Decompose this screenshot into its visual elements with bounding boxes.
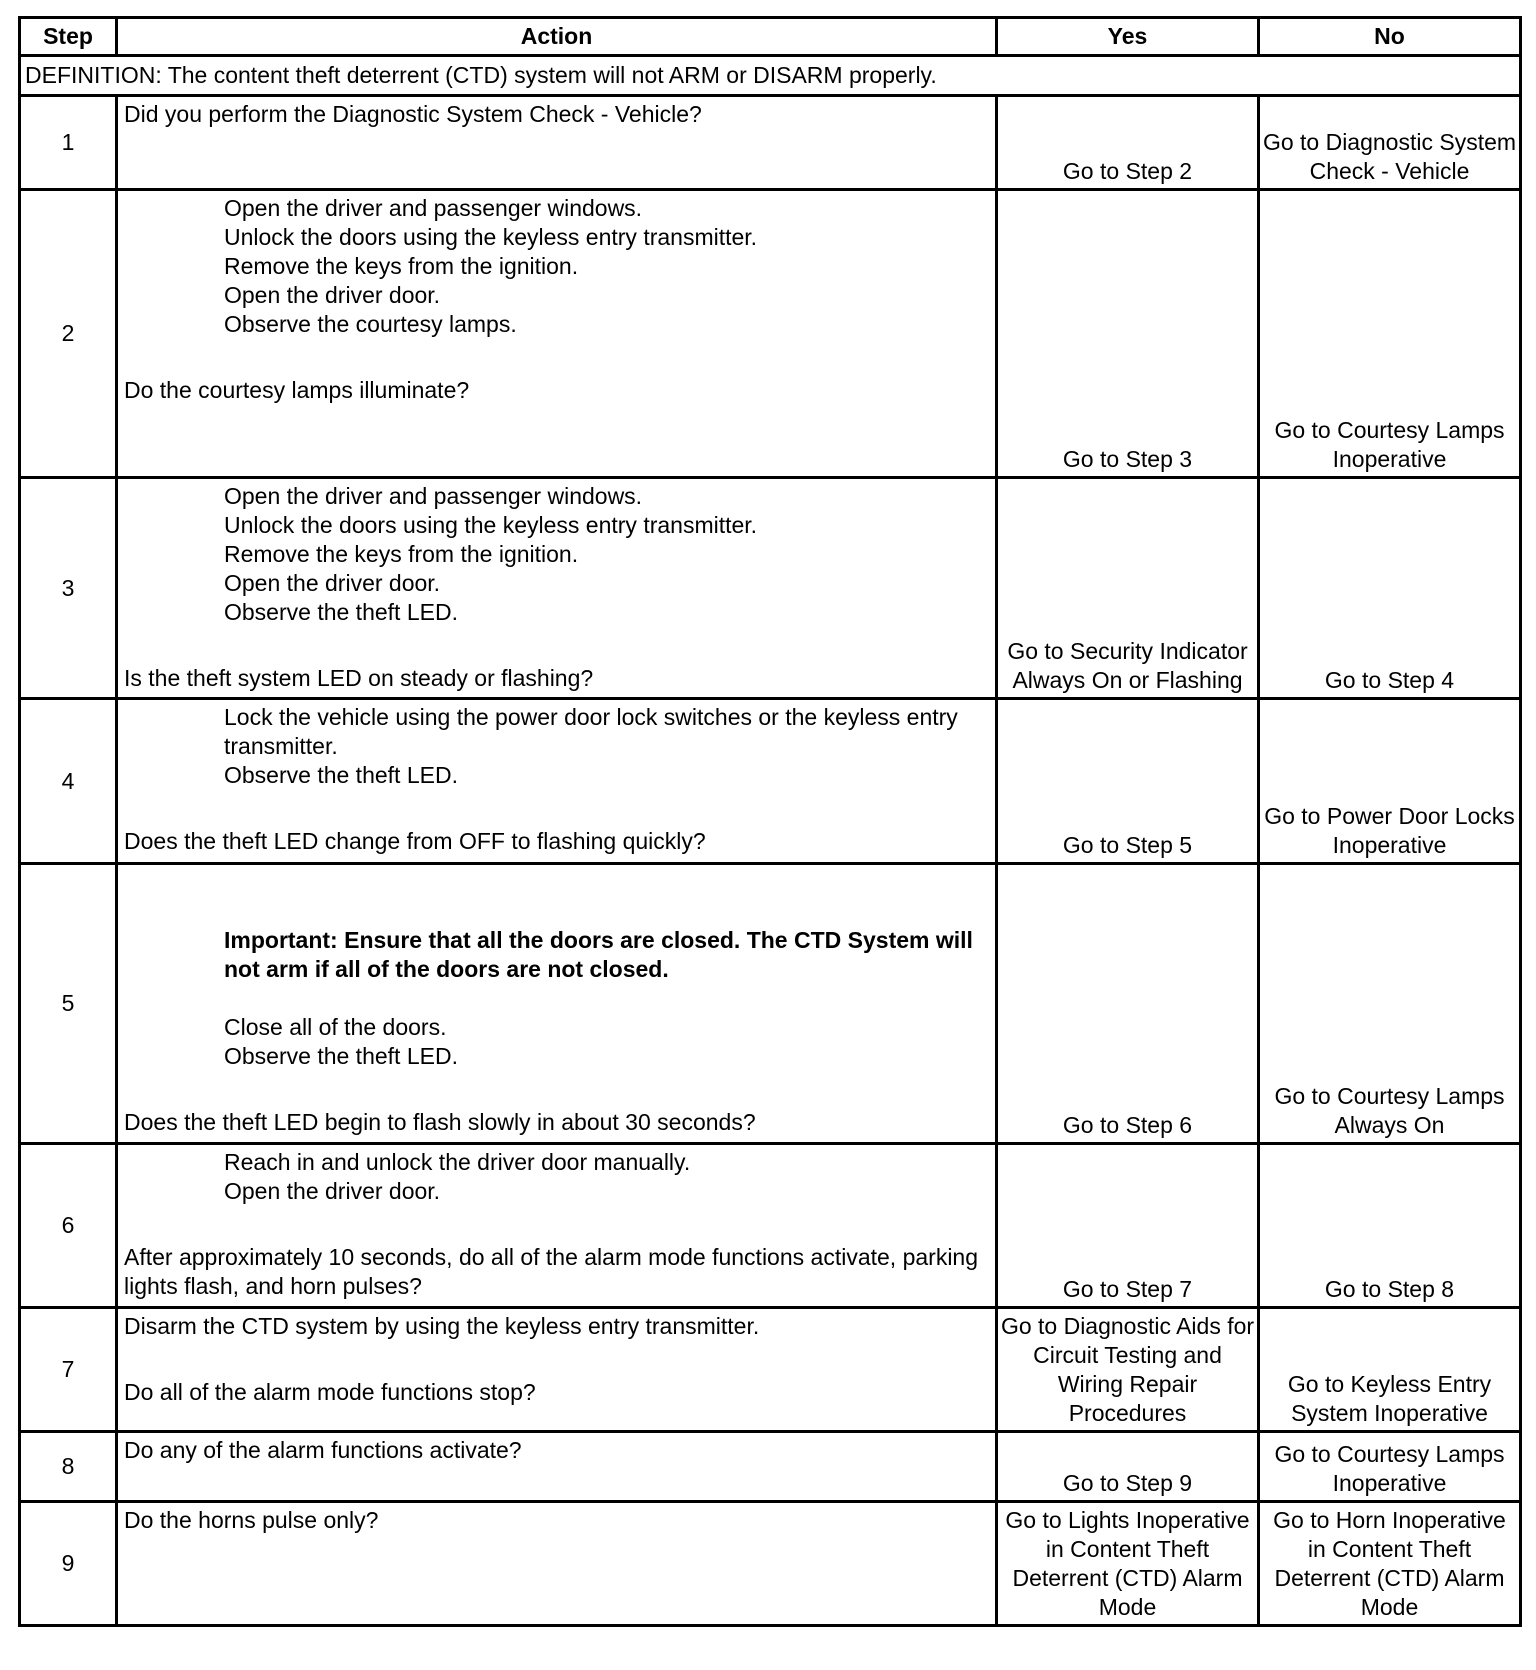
header-yes: Yes [997,18,1259,56]
no-result: Go to Step 4 [1259,478,1521,699]
definition-row [20,56,1521,96]
step-number: 3 [20,478,117,699]
table-row [20,864,1521,1144]
substep: Observe the theft LED. [224,762,458,788]
yes-result: Go to Step 9 [997,1432,1259,1502]
step-number: 8 [20,1432,117,1502]
action-cell [117,864,997,1144]
substep: Remove the keys from the ignition. [224,541,579,567]
question-text: Does the theft LED change from OFF to flashing quickly? [124,828,706,854]
question-text: Do all of the alarm mode functions stop? [124,1379,536,1405]
step-number: 2 [20,190,117,478]
no-result: Go to Courtesy Lamps Inoperative [1259,1432,1521,1502]
substep-list [124,482,989,627]
substep: Open the driver and passenger windows. [224,195,643,221]
yes-result: Go to Step 5 [997,699,1259,864]
table-row [20,96,1521,190]
substep: Open the driver and passenger windows. [224,483,643,509]
question-text: Did you perform the Diagnostic System Check - Vehicle? [124,101,702,127]
substep: Open the driver door. [224,570,441,596]
step-number: 7 [20,1308,117,1432]
yes-result: Go to Security Indicator Always On or Flashing [997,478,1259,699]
important-note: Important: Ensure that all the doors are closed. The CTD System will not arm if all of the doors are not closed. [224,927,973,982]
substep-list [124,1148,989,1206]
step-number: 6 [20,1144,117,1308]
substep: Observe the courtesy lamps. [224,311,517,337]
table-row [20,699,1521,864]
no-result: Go to Courtesy Lamps Always On [1259,864,1521,1144]
table-row [20,1308,1521,1432]
no-result: Go to Horn Inoperative in Content Theft Deterrent (CTD) Alarm Mode [1259,1502,1521,1626]
question-text: Is the theft system LED on steady or flashing? [124,665,594,691]
step-number: 4 [20,699,117,864]
substep-list [124,703,989,790]
table-row [20,190,1521,478]
substep: Open the driver door. [224,282,441,308]
table-row [20,1432,1521,1502]
no-result: Go to Power Door Locks Inoperative [1259,699,1521,864]
substep: Observe the theft LED. [224,599,458,625]
action-cell [117,1144,997,1308]
action-cell [117,478,997,699]
substep: Observe the theft LED. [224,1043,458,1069]
question-text: Do any of the alarm functions activate? [124,1437,522,1463]
action-cell [117,699,997,864]
yes-result: Go to Step 6 [997,864,1259,1144]
table-row [20,478,1521,699]
action-cell [117,96,997,190]
question-text: After approximately 10 seconds, do all of the alarm mode functions activate, parking lights flash, and horn pulses? [124,1244,979,1299]
step-number: 9 [20,1502,117,1626]
yes-result: Go to Step 7 [997,1144,1259,1308]
no-result: Go to Step 8 [1259,1144,1521,1308]
yes-result: Go to Lights Inoperative in Content Theft Deterrent (CTD) Alarm Mode [997,1502,1259,1626]
question-text: Do the courtesy lamps illuminate? [124,377,470,403]
no-result: Go to Keyless Entry System Inoperative [1259,1308,1521,1432]
header-no: No [1259,18,1521,56]
question-text: Does the theft LED begin to flash slowly in about 30 seconds? [124,1109,756,1135]
question-text: Do the horns pulse only? [124,1507,379,1533]
table-row [20,1144,1521,1308]
header-step: Step [20,18,117,56]
substep: Reach in and unlock the driver door manually. [224,1149,691,1175]
substep: Unlock the doors using the keyless entry transmitter. [224,224,758,250]
substep-list [124,1013,989,1071]
yes-result: Go to Step 2 [997,96,1259,190]
yes-result: Go to Step 3 [997,190,1259,478]
header-action: Action [117,18,997,56]
no-result: Go to Courtesy Lamps Inoperative [1259,190,1521,478]
substep: Open the driver door. [224,1178,441,1204]
substep-list [124,194,989,339]
table-row [20,1502,1521,1626]
action-cell [117,190,997,478]
substep: Close all of the doors. [224,1014,447,1040]
step-number: 5 [20,864,117,1144]
header-row [20,18,1521,56]
action-lead: Disarm the CTD system by using the keyless entry transmitter. [124,1313,760,1339]
diagnostic-table [18,16,1522,1627]
substep: Remove the keys from the ignition. [224,253,579,279]
step-number: 1 [20,96,117,190]
action-cell [117,1432,997,1502]
no-result: Go to Diagnostic System Check - Vehicle [1259,96,1521,190]
substep: Lock the vehicle using the power door lock switches or the keyless entry transmitter. [224,704,958,759]
action-cell [117,1308,997,1432]
yes-result: Go to Diagnostic Aids for Circuit Testing and Wiring Repair Procedures [997,1308,1259,1432]
substep: Unlock the doors using the keyless entry transmitter. [224,512,758,538]
definition-text: DEFINITION: The content theft deterrent (CTD) system will not ARM or DISARM properly. [20,56,1521,96]
action-cell [117,1502,997,1626]
